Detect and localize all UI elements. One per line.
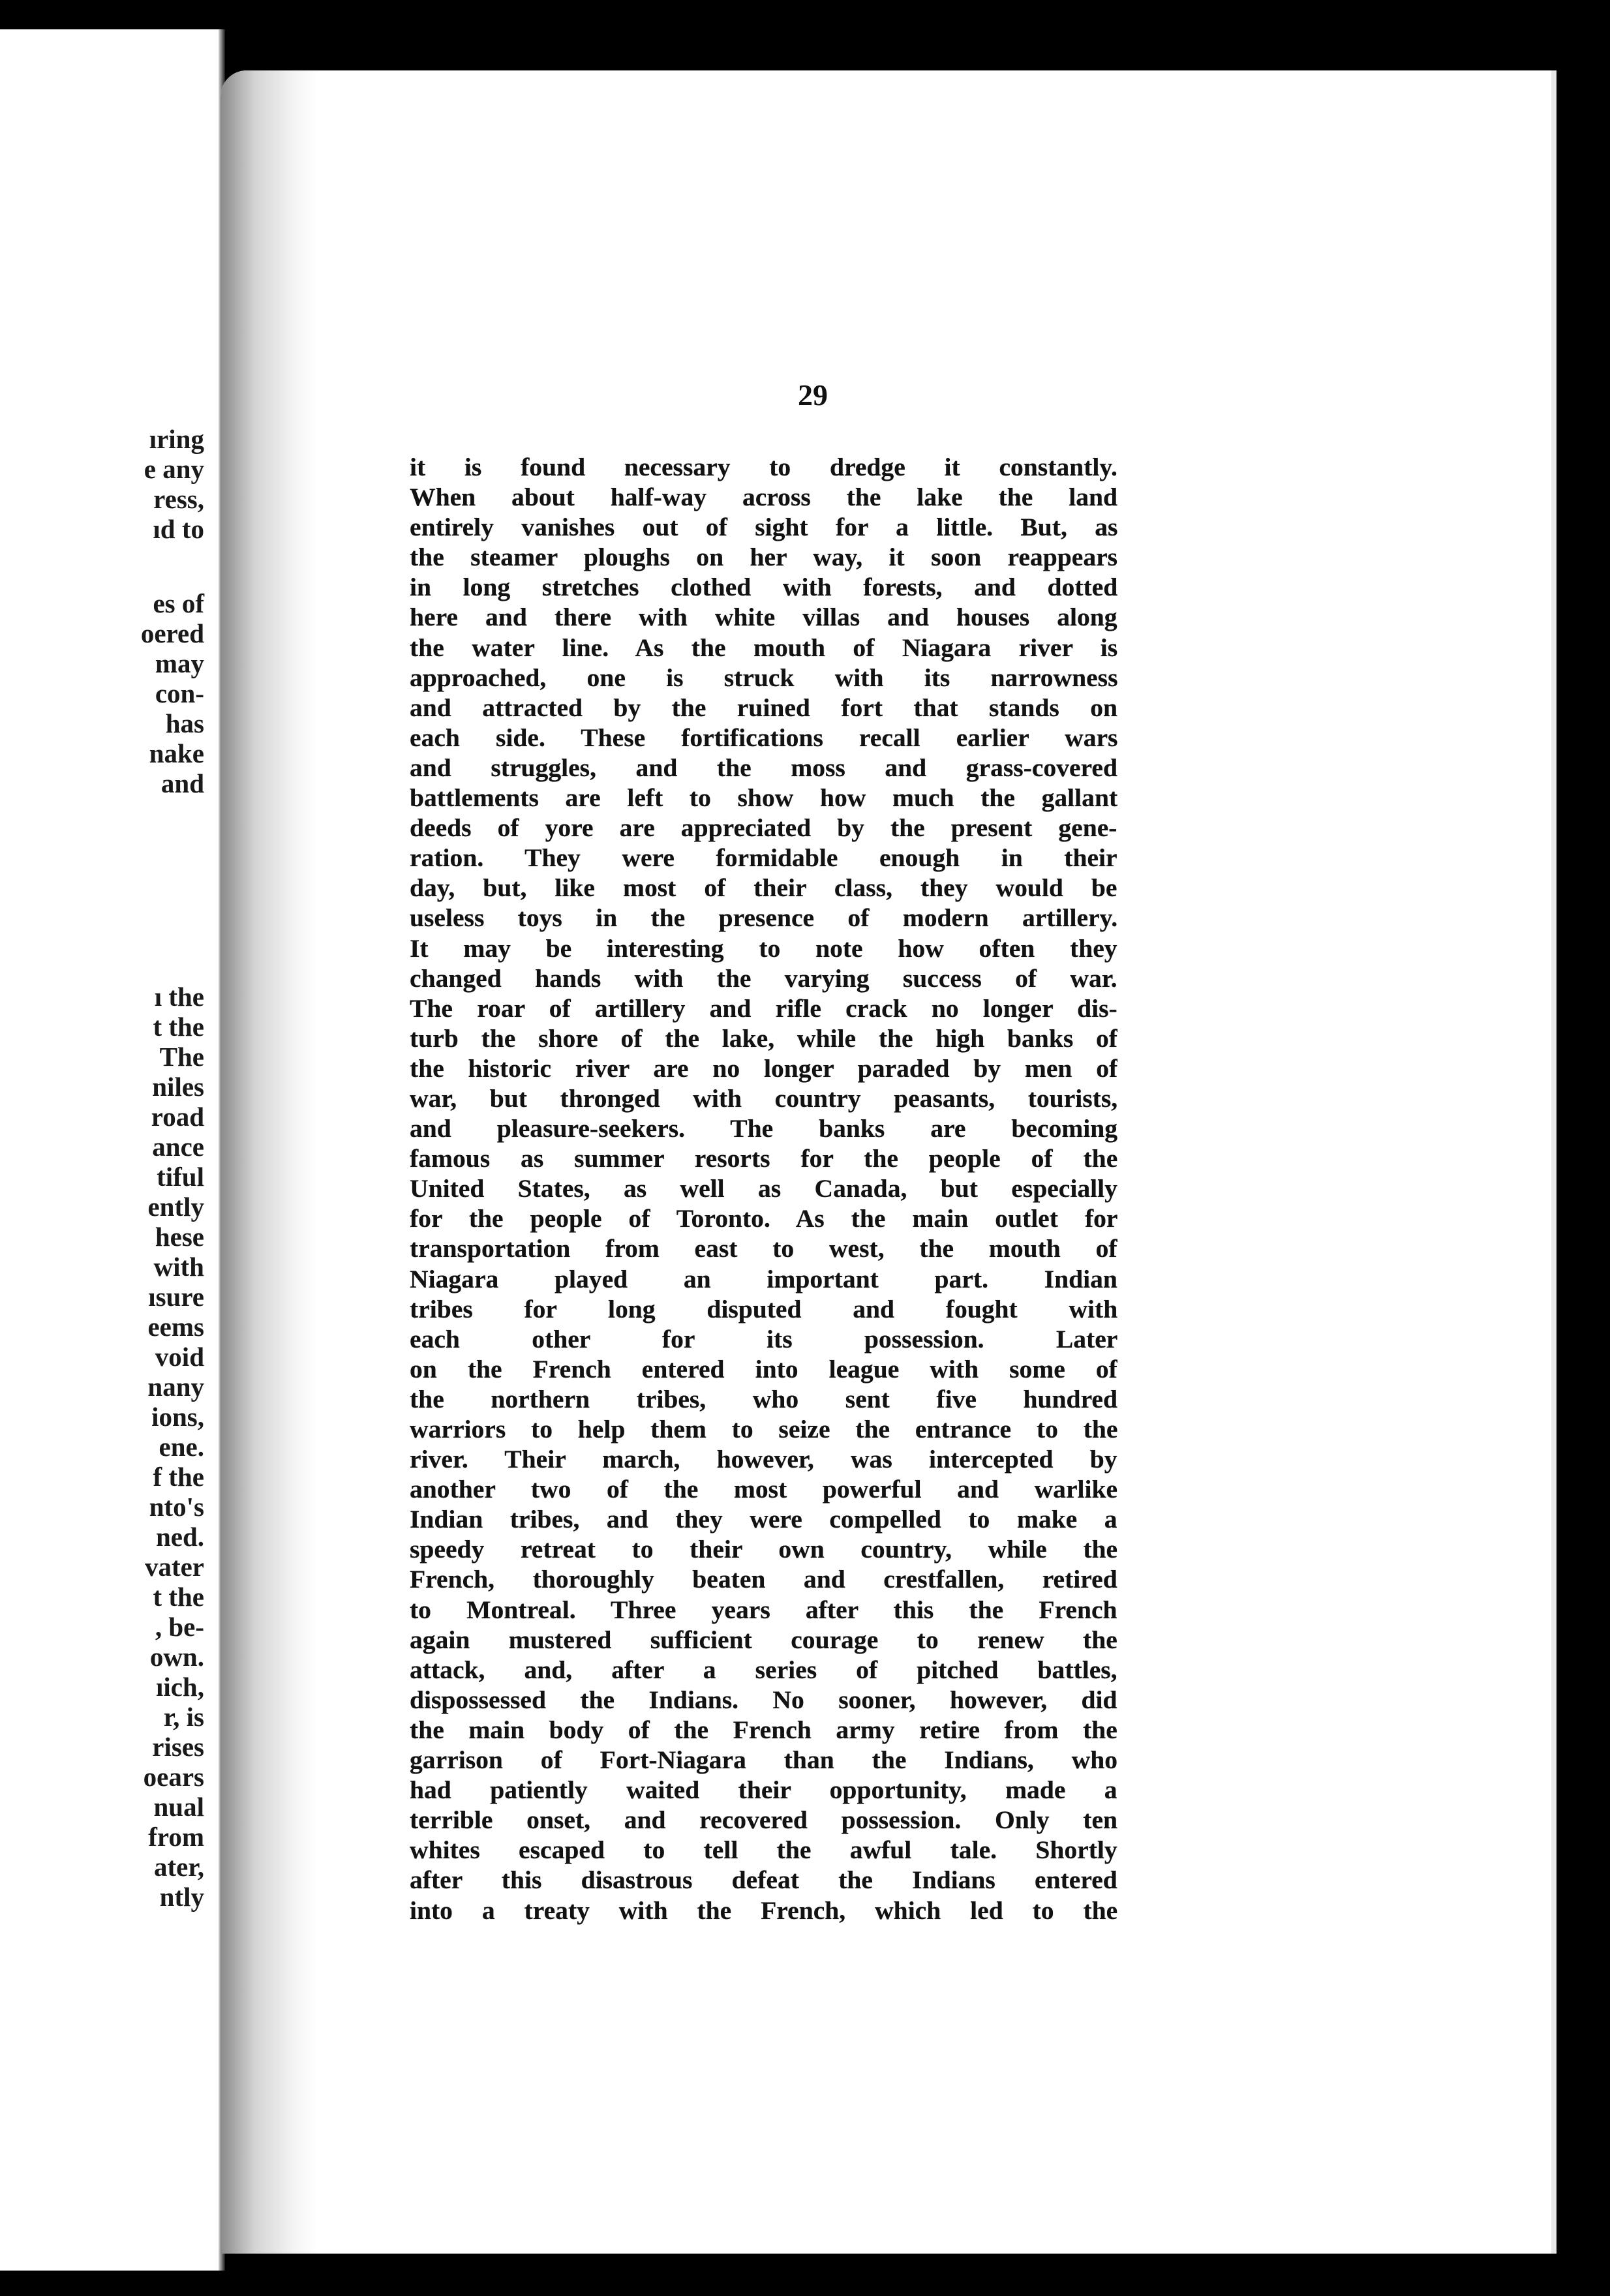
text-line: The roar of artillery and rifle crack no longer dis- bbox=[410, 993, 1117, 1023]
left-page-line: nake bbox=[149, 738, 204, 768]
text-line: It may be interesting to note how often they bbox=[410, 933, 1117, 963]
text-line: tribes for long disputed and fought with bbox=[410, 1294, 1117, 1323]
text-line: warriors to help them to seize the entrance to the bbox=[410, 1415, 1117, 1443]
left-page-line: ned. bbox=[155, 1522, 204, 1552]
text-line: river. Their march, however, was intercepted by bbox=[410, 1445, 1117, 1474]
text-line: French, thoroughly beaten and crestfallen, retired bbox=[410, 1565, 1117, 1594]
left-page-line: r, is bbox=[163, 1702, 204, 1732]
text-line: each side. These fortifications recall earlier wars bbox=[410, 723, 1117, 752]
text-line: after this disastrous defeat the Indians entered bbox=[410, 1865, 1117, 1895]
text-line: When about half-way across the lake the land bbox=[410, 483, 1117, 512]
left-page-line: t the bbox=[153, 1012, 204, 1042]
left-page-line: hese bbox=[155, 1222, 204, 1252]
left-page-line: ı the bbox=[154, 982, 204, 1012]
page-number: 29 bbox=[798, 378, 828, 412]
left-page-line: from bbox=[148, 1822, 204, 1852]
left-page-line: , be- bbox=[155, 1612, 204, 1642]
left-page-line: ress, bbox=[153, 484, 204, 514]
text-line: and pleasure-seekers. The banks are becoming bbox=[410, 1114, 1117, 1143]
text-line: for the people of Toronto. As the main outlet for bbox=[410, 1204, 1117, 1233]
left-page-line: e any bbox=[144, 454, 204, 484]
text-line: entirely vanishes out of sight for a little. But, as bbox=[410, 513, 1117, 542]
left-page-line: road bbox=[151, 1102, 204, 1132]
text-line: whites escaped to tell the awful tale. Shortly bbox=[410, 1835, 1117, 1865]
text-line: had patiently waited their opportunity, made a bbox=[410, 1775, 1117, 1805]
left-page-line: with bbox=[153, 1252, 204, 1282]
text-line: here and there with white villas and houses along bbox=[410, 603, 1117, 632]
left-page-line: nany bbox=[147, 1372, 204, 1402]
text-line: famous as summer resorts for the people of the bbox=[410, 1144, 1117, 1173]
page-edge bbox=[1551, 70, 1557, 2254]
text-line: the main body of the French army retire from the bbox=[410, 1715, 1117, 1744]
left-page-line: t the bbox=[153, 1582, 204, 1612]
text-line: again mustered sufficient courage to renew the bbox=[410, 1625, 1117, 1654]
left-page-fragment bbox=[0, 29, 219, 2271]
text-line: deeds of yore are appreciated by the present gene- bbox=[410, 813, 1117, 843]
left-page-line: ıich, bbox=[155, 1672, 204, 1702]
page-curl-shadow bbox=[220, 70, 318, 2254]
text-line: it is found necessary to dredge it constantly. bbox=[410, 453, 1117, 481]
text-line: Niagara played an important part. Indian bbox=[410, 1264, 1117, 1293]
text-line: and attracted by the ruined fort that stands on bbox=[410, 693, 1117, 722]
left-page-line: may bbox=[155, 648, 204, 678]
left-page-line: es of bbox=[153, 588, 204, 618]
text-line: speedy retreat to their own country, while the bbox=[410, 1535, 1117, 1564]
text-line: in long stretches clothed with forests, and dotted bbox=[410, 573, 1117, 602]
text-line: battlements are left to show how much the gallant bbox=[410, 783, 1117, 813]
text-line: another two of the most powerful and warlike bbox=[410, 1475, 1117, 1504]
left-page-line: nto's bbox=[149, 1492, 204, 1522]
left-page-line: ısure bbox=[148, 1282, 204, 1312]
left-page-line: ater, bbox=[153, 1852, 204, 1882]
text-line: useless toys in the presence of modern artillery. bbox=[410, 903, 1117, 933]
text-line: transportation from east to west, the mouth of bbox=[410, 1234, 1117, 1263]
left-page-line: vater bbox=[144, 1552, 204, 1582]
text-line: to Montreal. Three years after this the French bbox=[410, 1595, 1117, 1624]
left-page-line: ene. bbox=[159, 1432, 204, 1462]
text-line: approached, one is struck with its narrowness bbox=[410, 663, 1117, 692]
left-page-line: void bbox=[155, 1342, 204, 1372]
left-page-line: f the bbox=[153, 1462, 204, 1492]
text-line: each other for its possession. Later bbox=[410, 1324, 1117, 1353]
left-page-line: ance bbox=[152, 1132, 204, 1162]
left-page-line: oears bbox=[143, 1762, 204, 1792]
text-line: United States, as well as Canada, but especially bbox=[410, 1174, 1117, 1203]
left-page-line: ently bbox=[147, 1192, 204, 1222]
text-line: terrible onset, and recovered possession. Only ten bbox=[410, 1805, 1117, 1835]
text-line: the northern tribes, who sent five hundred bbox=[410, 1384, 1117, 1413]
left-page-line: eems bbox=[147, 1312, 204, 1342]
left-page-line: has bbox=[165, 708, 204, 738]
left-page-line: own. bbox=[149, 1642, 204, 1672]
text-line: and struggles, and the moss and grass-covered bbox=[410, 753, 1117, 782]
text-line: into a treaty with the French, which led to the bbox=[410, 1896, 1117, 1925]
left-page-line: tiful bbox=[157, 1162, 204, 1192]
text-line: dispossessed the Indians. No sooner, however, did bbox=[410, 1685, 1117, 1714]
left-page-line: ıd to bbox=[153, 514, 204, 544]
left-page-line: nual bbox=[153, 1792, 204, 1822]
text-line: attack, and, after a series of pitched battles, bbox=[410, 1655, 1117, 1684]
text-line: day, but, like most of their class, they would be bbox=[410, 873, 1117, 903]
text-line: Indian tribes, and they were compelled to make a bbox=[410, 1505, 1117, 1534]
text-line: turb the shore of the lake, while the high banks of bbox=[410, 1023, 1117, 1053]
text-line: the water line. As the mouth of Niagara river is bbox=[410, 633, 1117, 662]
text-line: garrison of Fort-Niagara than the Indians, who bbox=[410, 1745, 1117, 1775]
text-line: ration. They were formidable enough in their bbox=[410, 843, 1117, 873]
text-line: on the French entered into league with some of bbox=[410, 1354, 1117, 1383]
left-page-line: rises bbox=[152, 1732, 204, 1762]
left-page-line: ıring bbox=[149, 424, 204, 454]
left-page-line: con- bbox=[155, 678, 204, 708]
text-line: changed hands with the varying success of war. bbox=[410, 963, 1117, 993]
left-page-line: The bbox=[159, 1042, 204, 1072]
text-line: the historic river are no longer paraded by men of bbox=[410, 1053, 1117, 1083]
page-body-text bbox=[410, 452, 1117, 1926]
right-page bbox=[220, 70, 1551, 2254]
left-page-line: and bbox=[160, 768, 204, 798]
text-line: the steamer ploughs on her way, it soon reappears bbox=[410, 543, 1117, 572]
left-page-line: ions, bbox=[151, 1402, 204, 1432]
left-page-line: ntly bbox=[159, 1882, 204, 1912]
text-line: war, but thronged with country peasants, tourists, bbox=[410, 1083, 1117, 1113]
left-page-line: oered bbox=[140, 618, 204, 648]
left-page-line: niles bbox=[152, 1072, 204, 1102]
